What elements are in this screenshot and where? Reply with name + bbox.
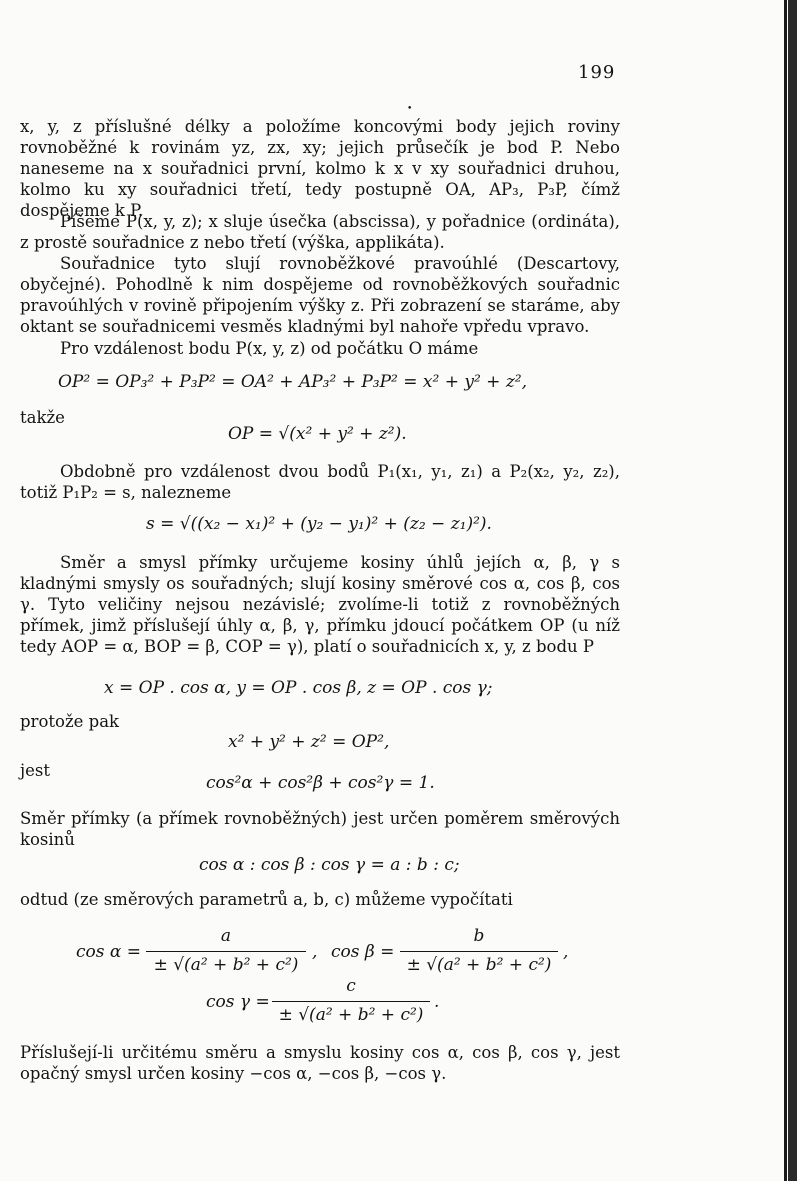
dot-mark: • [407,104,413,114]
paragraph-direction: Směr přímky (a přímek rovnoběžných) jest určen poměrem směrových kosinů [20,809,620,849]
fraction-comma-2: , [563,942,569,962]
fraction-cos-beta-bar [400,951,558,952]
fraction-period: . [434,992,440,1012]
equation-cos-ratio: cos α : cos β : cos γ = a : b : c; [199,855,460,875]
fraction-cos-alpha-lhs: cos α = [76,942,142,962]
word-takze: takže [20,408,65,427]
page-edge-line [784,0,787,1181]
fraction-cos-gamma-numerator: c [346,976,356,996]
equation-op-squared: OP² = OP₃² + P₃P² = OA² + AP₃² + P₃P² = x² + y² + z², [58,372,527,392]
fraction-comma-1: , [312,942,318,962]
fraction-cos-beta-lhs: cos β = [331,942,395,962]
paragraph-distance-origin: Pro vzdálenost bodu P(x, y, z) od počátku O máme [60,339,479,358]
paragraph-direction-cosines: Směr a smysl přímky určujeme kosiny úhlů jejích α, β, γ s kladnými smysly os souřadných; slují kosiny směrové cos α, cos β, cos γ. Tyto veličiny nejsou nezávislé; zvolíme-li totiž z rovnoběžných přímek, jimž příslušejí úhly α, β, γ, přímku jdoucí počátkem OP (u níž tedy AOP = α, BOP = β, COP = γ), platí o souřadnicích x, y, z bodu P [20,553,620,656]
fraction-cos-gamma-lhs: cos γ = [206,992,270,1012]
paragraph-descartes: Souřadnice tyto slují rovnoběžkové pravoúhlé (Descartovy, obyčejné). Pohodlně k nim dospějeme od rovnoběžkových souřadnic pravoúhlých v rovině připojením výšky z. Při zobrazení se staráme, aby oktant se souřadnicemi vesměs kladnými byl nahoře vpředu vpravo. [20,254,620,336]
fraction-cos-beta-denominator: ± √(a² + b² + c²) [406,955,552,975]
fraction-cos-gamma-bar [272,1001,430,1002]
fraction-cos-alpha-numerator: a [220,926,232,946]
fraction-cos-alpha-denominator: ± √(a² + b² + c²) [153,955,299,975]
equation-sum-squares: x² + y² + z² = OP², [228,732,390,752]
equation-cos-identity: cos²α + cos²β + cos²γ = 1. [206,773,435,793]
page-edge-shadow [788,0,797,1181]
word-jest: jest [20,761,50,780]
fraction-cos-gamma-denominator: ± √(a² + b² + c²) [278,1005,424,1025]
paragraph-notation: Píšeme P(x, y, z); x sluje úsečka (abscissa), y pořadnice (ordináta), z prostě souřadnice z nebo třetí (výška, applikáta). [20,212,620,252]
paragraph-coordinates-construction: x, y, z příslušné délky a položíme koncovými body jejich roviny rovnoběžné k rovinám yz, zx, xy; jejich průsečík je bod P. Nebo naneseme na x souřadnici první, kolmo k x v xy souřadnici druhou, kolmo ku xy souřadnici třetí, tedy postupně OA, AP₃, P₃P, čímž dospějeme k P. [20,117,620,220]
fraction-cos-beta-numerator: b [473,926,485,946]
equation-op-root: OP = √(x² + y² + z²). [228,424,407,444]
word-protoze-pak: protože pak [20,712,120,731]
paragraph-two-points: Obdobně pro vzdálenost dvou bodů P₁(x₁, y₁, z₁) a P₂(x₂, y₂, z₂), totiž P₁P₂ = s, nalezneme [20,462,620,502]
paragraph-opposite-sense: Příslušejí-li určitému směru a smyslu kosiny cos α, cos β, cos γ, jest opačný smysl určen kosiny −cos α, −cos β, −cos γ. [20,1043,620,1083]
paragraph-direction-parameters: odtud (ze směrových parametrů a, b, c) můžeme vypočítati [20,890,513,909]
page-number: 199 [578,62,616,83]
fraction-cos-alpha-bar [146,951,306,952]
equation-distance-s: s = √((x₂ − x₁)² + (y₂ − y₁)² + (z₂ − z₁)²). [146,514,492,534]
equation-coordinates-cos: x = OP . cos α, y = OP . cos β, z = OP . cos γ; [104,678,493,698]
